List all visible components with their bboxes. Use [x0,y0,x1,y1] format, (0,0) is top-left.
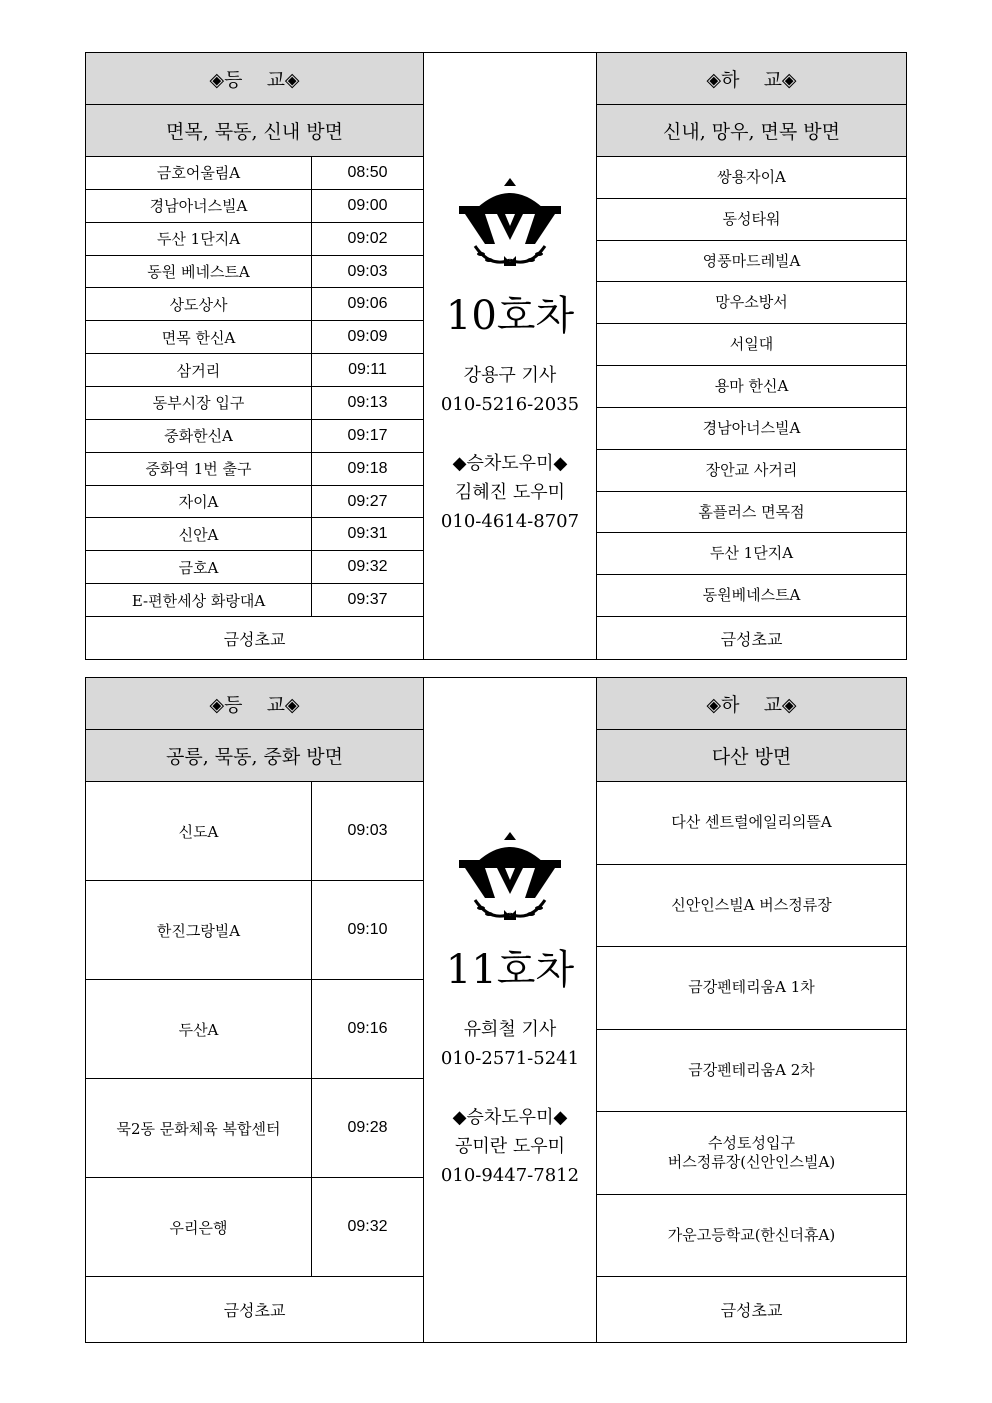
list-item: 쌍용자이A [597,157,906,199]
stop-name: 신도A [86,782,312,880]
table-row [86,190,423,223]
list-item: 가운고등학교(한신더휴A) [597,1195,906,1278]
list-item: 동성타워 [597,199,906,241]
list-item: 다산 센트럴에일리의뜰A [597,782,906,865]
driver-phone: 010-2571-5241 [440,1048,580,1069]
list-item: 금강펜테리움A 1차 [597,947,906,1030]
table-row [86,1079,423,1178]
stop-time: 09:03 [347,822,388,839]
stop-time: 09:37 [347,591,388,609]
stop-time: 09:17 [347,426,388,444]
table-row [86,518,423,551]
stop-time: 09:28 [347,1119,388,1136]
list-item: 수성토성입구 버스정류장(신안인스빌A) [597,1112,906,1195]
stop-time: 09:13 [347,393,388,411]
stop-name: 경남아너스빌A [86,190,312,222]
stop-time: 08:50 [347,163,388,181]
boarding-header: ◈등 교◈ [86,678,423,730]
table-row [86,321,423,354]
stop-time: 09:09 [347,328,388,346]
driver-name: 강용구 기사 [463,365,557,386]
return-stop-list [597,782,906,1277]
boarding-column [86,53,424,659]
return-header: ◈하 교◈ [597,678,906,730]
boarding-direction: 공릉, 묵동, 중화 방면 [86,730,423,782]
boarding-header: ◈등 교◈ [86,53,423,105]
stop-time: 09:00 [347,196,388,214]
stop-name: 자이A [86,486,312,518]
stop-name: 동부시장 입구 [86,387,312,419]
boarding-destination: 금성초교 [223,1301,286,1320]
stop-time: 09:32 [347,1218,388,1235]
list-item: 금강펜테리움A 2차 [597,1030,906,1113]
table-row [86,157,423,190]
boarding-column [86,678,424,1342]
return-column [597,53,906,659]
return-header: ◈하 교◈ [597,53,906,105]
table-row [86,387,423,420]
helper-name: 공미란 도우미 [454,1136,566,1157]
list-item: 장안교 사거리 [597,450,906,492]
school-emblem-icon [455,176,565,272]
list-item: 서일대 [597,324,906,366]
table-row [86,486,423,519]
bus-info-column [424,678,597,1342]
boarding-stop-list [86,782,423,1277]
stop-name: E-편한세상 화랑대A [86,584,312,616]
helper-title: ◆승차도우미◆ [452,453,568,474]
stop-name: 상도상사 [86,288,312,320]
stop-name: 삼거리 [86,354,312,386]
helper-phone: 010-9447-7812 [440,1165,580,1186]
table-row [86,288,423,321]
bus-number: 10호차 [445,293,575,339]
stop-time: 09:06 [347,295,388,313]
stop-name: 두산A [86,980,312,1078]
stop-name: 우리은행 [86,1178,312,1276]
helper-name: 김혜진 도우미 [454,482,566,503]
return-direction: 신내, 망우, 면목 방면 [597,105,906,157]
stop-name: 중화한신A [86,420,312,452]
driver-phone: 010-5216-2035 [440,394,580,415]
list-item: 신안인스빌A 버스정류장 [597,865,906,948]
list-item: 영풍마드레빌A [597,241,906,283]
table-row [86,354,423,387]
stop-name: 신안A [86,518,312,550]
stop-name: 두산 1단지A [86,223,312,255]
return-destination: 금성초교 [720,629,783,649]
bus-info-column [424,53,597,659]
return-stop-list [597,157,906,617]
table-row [86,551,423,584]
stop-name: 중화역 1번 출구 [86,453,312,485]
stop-name: 금호A [86,551,312,583]
table-row [86,453,423,486]
table-row [86,256,423,289]
list-item: 홈플러스 면목점 [597,492,906,534]
helper-title: ◆승차도우미◆ [452,1107,568,1128]
list-item: 두산 1단지A [597,533,906,575]
table-row [86,782,423,881]
list-item: 망우소방서 [597,282,906,324]
table-row [86,881,423,980]
table-row [86,420,423,453]
stop-time: 09:32 [347,558,388,576]
stop-name: 동원 베네스트A [86,256,312,288]
list-item: 동원베네스트A [597,575,906,617]
stop-time: 09:03 [347,262,388,280]
boarding-stop-list [86,157,423,617]
stop-time: 09:16 [347,1020,388,1037]
table-row [86,1178,423,1277]
boarding-destination: 금성초교 [223,629,286,649]
stop-name: 묵2동 문화체육 복합센터 [86,1079,312,1177]
bus-10-schedule [85,52,907,660]
table-row [86,223,423,256]
stop-time: 09:18 [347,459,388,477]
return-destination: 금성초교 [720,1301,783,1320]
list-item: 경남아너스빌A [597,408,906,450]
stop-name: 금호어울림A [86,157,312,189]
stop-time: 09:31 [347,525,388,543]
stop-time: 09:27 [347,492,388,510]
return-column [597,678,906,1342]
table-row [86,980,423,1079]
stop-name: 면목 한신A [86,321,312,353]
table-row [86,584,423,617]
stop-time: 09:11 [348,361,387,379]
bus-11-schedule [85,677,907,1343]
stop-time: 09:02 [347,229,388,247]
boarding-direction: 면목, 묵동, 신내 방면 [86,105,423,157]
stop-name: 한진그랑빌A [86,881,312,979]
list-item: 용마 한신A [597,366,906,408]
school-emblem-icon [455,830,565,926]
stop-time: 09:10 [347,921,388,938]
helper-phone: 010-4614-8707 [440,511,580,532]
driver-name: 유희철 기사 [463,1019,557,1040]
bus-number: 11호차 [445,947,575,993]
return-direction: 다산 방면 [597,730,906,782]
